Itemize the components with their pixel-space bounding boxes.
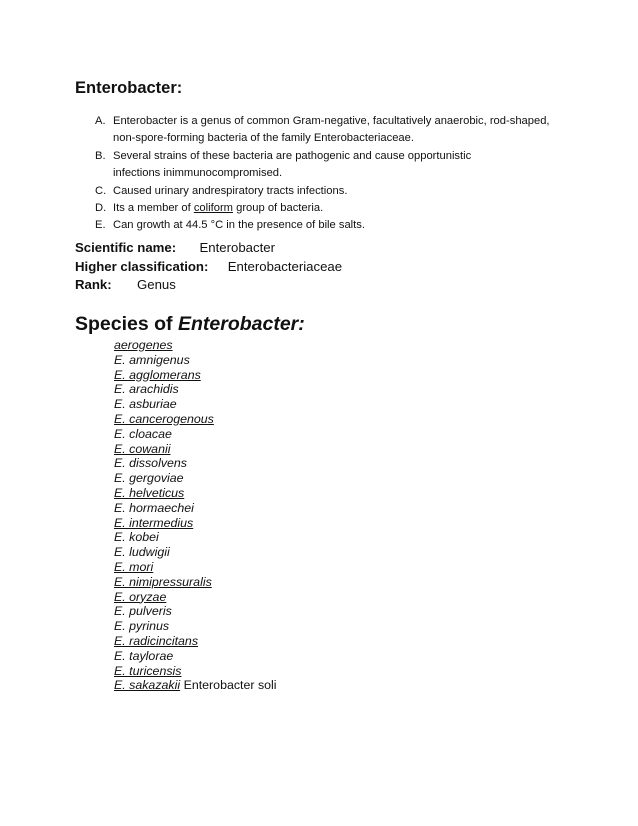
species-item: E. arachidis	[114, 382, 179, 397]
species-item: E. cloacae	[114, 426, 172, 441]
list-item-text-pre: Its a member of	[113, 202, 194, 215]
species-item: E. ludwigii	[114, 545, 170, 560]
species-item: E. pyrinus	[114, 619, 170, 634]
list-item	[95, 113, 595, 130]
higher-classification-value: Enterobacteriaceae	[227, 258, 343, 274]
species-link[interactable]: E. oryzae	[114, 589, 167, 604]
scientific-name-label: Scientific name:	[75, 240, 177, 255]
species-link[interactable]: E. cancerogenous	[114, 411, 214, 426]
higher-classification-row	[75, 258, 342, 277]
species-item: E. gergoviae	[114, 471, 184, 486]
list-marker: C.	[95, 184, 107, 197]
list-item	[95, 200, 595, 217]
list-item	[95, 183, 595, 200]
rank-value: Genus	[136, 277, 176, 292]
list-item-text-post: group of bacteria.	[233, 202, 324, 215]
list-item-text: Several strains of these bacteria are pathogenic and cause opportunistic	[113, 149, 472, 162]
species-item	[114, 678, 277, 693]
list-item-text: Enterobacter is a genus of common Gram-negative, facultatively anaerobic, rod-shaped,	[113, 115, 550, 127]
facts-list	[95, 113, 595, 235]
species-link[interactable]: E. agglomerans	[114, 367, 201, 382]
list-marker: A.	[95, 115, 106, 127]
species-link[interactable]: E. sakazakii	[114, 678, 181, 693]
scientific-name-value: Enterobacter	[199, 240, 275, 255]
rank-label: Rank:	[75, 277, 112, 292]
species-link[interactable]: E. radicincitans	[114, 633, 199, 648]
species-heading-prefix: Species of	[75, 313, 178, 335]
list-marker: B.	[95, 149, 106, 162]
coliform-link[interactable]: coliform	[193, 202, 233, 215]
list-item	[95, 217, 595, 234]
species-item: E. pulveris	[114, 604, 172, 619]
species-link[interactable]: E. turicensis	[114, 663, 182, 678]
species-link[interactable]: E. nimipressuralis	[114, 574, 212, 589]
scientific-name-row	[75, 239, 342, 258]
species-item: E. dissolvens	[114, 456, 188, 471]
higher-classification-label: Higher classification:	[75, 258, 209, 274]
species-list	[114, 338, 277, 693]
list-item	[95, 148, 595, 165]
species-heading-genus: Enterobacter:	[177, 313, 305, 335]
species-item: E. asburiae	[114, 397, 177, 412]
species-link[interactable]: E. mori	[114, 559, 154, 574]
species-link[interactable]: E. intermedius	[114, 515, 194, 530]
species-link[interactable]: E. cowanii	[114, 441, 171, 456]
species-item: E. taylorae	[114, 648, 174, 663]
classification-block	[75, 239, 342, 295]
species-item: E. hormaechei	[114, 500, 194, 515]
species-link[interactable]: aerogenes	[114, 338, 173, 352]
page-heading: Enterobacter:	[75, 79, 183, 97]
list-item-text: Caused urinary andrespiratory tracts infections.	[113, 184, 348, 197]
list-item-continuation: non-spore-forming bacteria of the family Enterobacteriaceae.	[113, 132, 414, 145]
list-item-continuation: infections inimmunocompromised.	[113, 167, 283, 180]
species-item: E. kobei	[114, 530, 159, 545]
list-item-text: Can growth at 44.5 °C in the presence of bile salts.	[113, 219, 365, 232]
list-marker: E.	[95, 219, 106, 232]
species-link[interactable]: E. helveticus	[114, 485, 185, 500]
species-item: E. amnigenus	[114, 352, 190, 367]
list-marker: D.	[95, 202, 107, 215]
rank-row	[75, 276, 342, 295]
species-extra-text: Enterobacter soli	[180, 678, 277, 693]
species-heading	[75, 313, 305, 336]
